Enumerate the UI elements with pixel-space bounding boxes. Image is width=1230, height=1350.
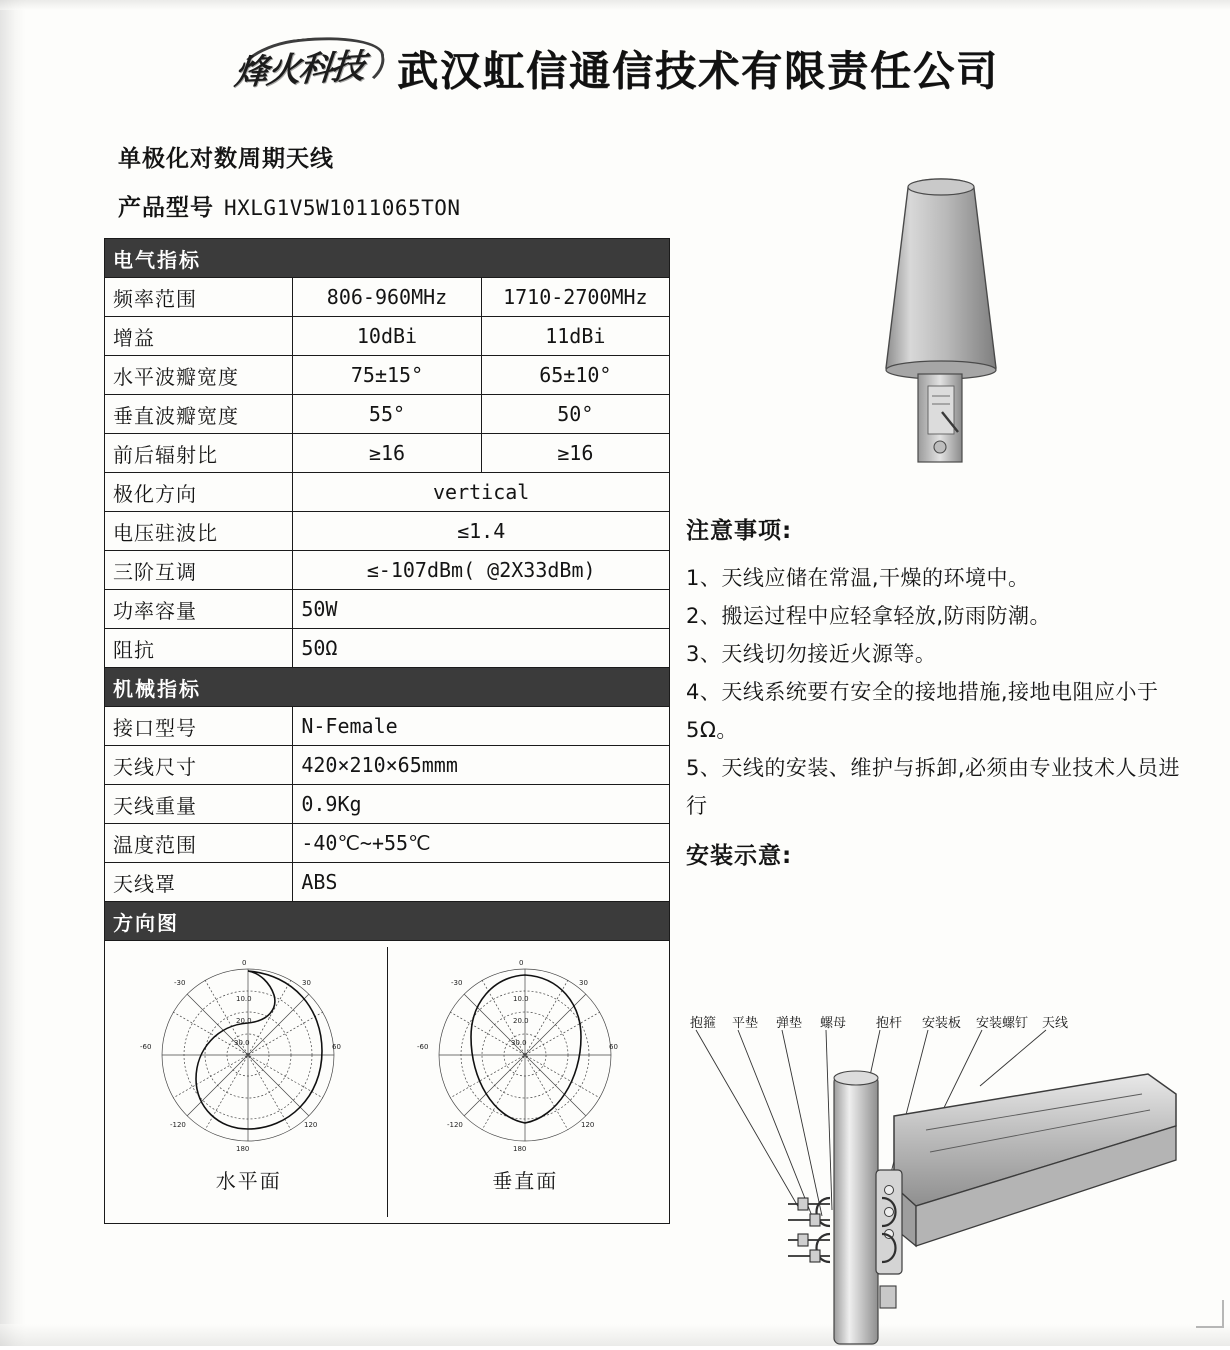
table-row — [105, 356, 670, 395]
row-key: 极化方向 — [105, 473, 293, 512]
svg-text:-30: -30 — [174, 979, 186, 987]
row-key: 频率范围 — [105, 278, 293, 317]
installation-diagram — [680, 1020, 1196, 1350]
row-value-band2: ≥16 — [481, 434, 669, 473]
install-title: 安装示意: — [686, 843, 793, 869]
svg-text:-120: -120 — [446, 1121, 463, 1129]
horizontal-pattern-caption: 水平面 — [215, 1169, 282, 1193]
row-key: 天线罩 — [105, 863, 293, 902]
row-key: 增益 — [105, 317, 293, 356]
horizontal-pattern-chart — [111, 947, 388, 1217]
antenna-product-photo — [846, 160, 1036, 500]
callout-label-5: 安装板 — [922, 1016, 962, 1031]
notes-section — [686, 512, 1186, 870]
table-section-header-electrical — [105, 239, 670, 278]
svg-text:0: 0 — [242, 959, 247, 967]
row-key: 温度范围 — [105, 824, 293, 863]
row-value: N-Female — [293, 707, 670, 746]
table-section-header-mechanical — [105, 668, 670, 707]
table-row — [105, 434, 670, 473]
row-value-band1: 75±15° — [293, 356, 481, 395]
svg-text:-60: -60 — [140, 1043, 152, 1051]
notes-title: 注意事项: — [686, 518, 793, 544]
list-item: 3、天线切勿接近火源等。 — [686, 642, 937, 666]
model-row — [118, 189, 670, 222]
section-title-mechanical: 机械指标 — [105, 668, 670, 707]
svg-text:30.0: 30.0 — [510, 1039, 527, 1047]
svg-text:-60: -60 — [416, 1043, 429, 1051]
table-row — [105, 473, 670, 512]
table-row — [105, 551, 670, 590]
table-row — [105, 824, 670, 863]
company-name: 武汉虹信通信技术有限责任公司 — [397, 46, 999, 95]
svg-text:60: 60 — [332, 1043, 342, 1051]
svg-text:180: 180 — [236, 1145, 250, 1153]
row-value: -40℃~+55℃ — [293, 824, 670, 863]
model-value: HXLG1V5W1011065TON — [224, 196, 461, 220]
svg-text:30.0: 30.0 — [234, 1039, 250, 1047]
svg-text:60: 60 — [608, 1043, 618, 1051]
svg-text:120: 120 — [304, 1121, 318, 1129]
callout-label-4: 抱杆 — [876, 1016, 903, 1031]
list-item: 5、天线的安装、维护与拆卸,必须由专业技术人员进行 — [686, 756, 1181, 818]
row-value: 420×210×65mmm — [293, 746, 670, 785]
svg-text:20.0: 20.0 — [512, 1017, 529, 1025]
row-value-band2: 65±10° — [481, 356, 669, 395]
callout-label-6: 安装螺钉 — [976, 1016, 1029, 1031]
row-value-band1: ≥16 — [293, 434, 481, 473]
row-value-band2: 50° — [481, 395, 669, 434]
row-key: 阻抗 — [105, 629, 293, 668]
scan-edge-top — [0, 0, 1230, 10]
table-row — [105, 863, 670, 902]
row-value-band1: 55° — [293, 395, 481, 434]
table-row — [105, 590, 670, 629]
callout-label-7: 天线 — [1042, 1016, 1069, 1031]
notes-list — [686, 559, 1186, 825]
row-value-band2: 11dBi — [481, 317, 669, 356]
svg-text:30: 30 — [302, 979, 312, 987]
table-row — [105, 746, 670, 785]
table-row — [105, 395, 670, 434]
svg-text:180: 180 — [512, 1145, 527, 1153]
page-title: 单极化对数周期天线 — [118, 146, 334, 172]
row-key: 天线重量 — [105, 785, 293, 824]
row-value: 50Ω — [293, 629, 670, 668]
svg-text:120: 120 — [580, 1121, 595, 1129]
table-row — [105, 707, 670, 746]
row-key: 垂直波瓣宽度 — [105, 395, 293, 434]
table-section-header-patterns — [105, 902, 670, 941]
row-value: ≤-107dBm( @2X33dBm) — [293, 551, 670, 590]
row-value: vertical — [293, 473, 670, 512]
list-item: 4、天线系统要冇安全的接地措施,接地电阻应小于5Ω。 — [686, 680, 1159, 742]
horizontal-pattern-trace — [196, 971, 322, 1129]
row-key: 天线尺寸 — [105, 746, 293, 785]
row-key: 电压驻波比 — [105, 512, 293, 551]
svg-text:-120: -120 — [170, 1121, 187, 1129]
svg-text:-30: -30 — [450, 979, 463, 987]
svg-text:20.0: 20.0 — [236, 1017, 252, 1025]
row-value-band1: 806-960MHz — [293, 278, 481, 317]
svg-text:0: 0 — [518, 959, 524, 967]
row-value-band2: 1710-2700MHz — [481, 278, 669, 317]
scan-edge-left — [0, 0, 26, 1346]
row-value: ≤1.4 — [293, 512, 670, 551]
horizontal-polar-plot — [126, 951, 371, 1163]
section-title-patterns: 方向图 — [105, 902, 670, 941]
row-value: ABS — [293, 863, 670, 902]
row-value: 50W — [293, 590, 670, 629]
table-row — [105, 785, 670, 824]
company-logo-icon — [231, 36, 381, 98]
logo-brush-text: 烽火科技 — [232, 48, 365, 93]
row-key: 接口型号 — [105, 707, 293, 746]
list-item: 1、天线应储在常温,干燥的环境中。 — [686, 566, 1030, 590]
pattern-cell — [105, 941, 670, 1224]
vertical-pattern-chart — [388, 947, 664, 1217]
row-key: 水平波瓣宽度 — [105, 356, 293, 395]
document-header — [0, 28, 1230, 106]
svg-text:10.0: 10.0 — [512, 995, 529, 1003]
callout-label-1: 平垫 — [732, 1016, 759, 1031]
vertical-polar-plot — [403, 951, 648, 1163]
vertical-pattern-caption: 垂直面 — [492, 1169, 559, 1193]
callout-label-2: 弹垫 — [776, 1016, 803, 1031]
row-value: 0.9Kg — [293, 785, 670, 824]
scan-corner-artifact — [1196, 1300, 1224, 1328]
table-row — [105, 629, 670, 668]
left-column — [104, 140, 670, 1224]
list-item: 2、搬运过程中应轻拿轻放,防雨防潮。 — [686, 604, 1052, 628]
table-row — [105, 317, 670, 356]
row-key: 前后辐射比 — [105, 434, 293, 473]
section-title-electrical: 电气指标 — [105, 239, 670, 278]
table-row — [105, 512, 670, 551]
row-value-band1: 10dBi — [293, 317, 481, 356]
row-key: 功率容量 — [105, 590, 293, 629]
callout-label-0: 抱箍 — [690, 1016, 717, 1031]
callout-label-3: 螺母 — [820, 1016, 847, 1031]
specification-table — [104, 238, 670, 1224]
row-key: 三阶互调 — [105, 551, 293, 590]
svg-text:30: 30 — [578, 979, 588, 987]
table-row — [105, 278, 670, 317]
svg-text:10.0: 10.0 — [236, 995, 252, 1003]
model-label: 产品型号 — [118, 195, 214, 221]
table-row-patterns — [105, 941, 670, 1224]
